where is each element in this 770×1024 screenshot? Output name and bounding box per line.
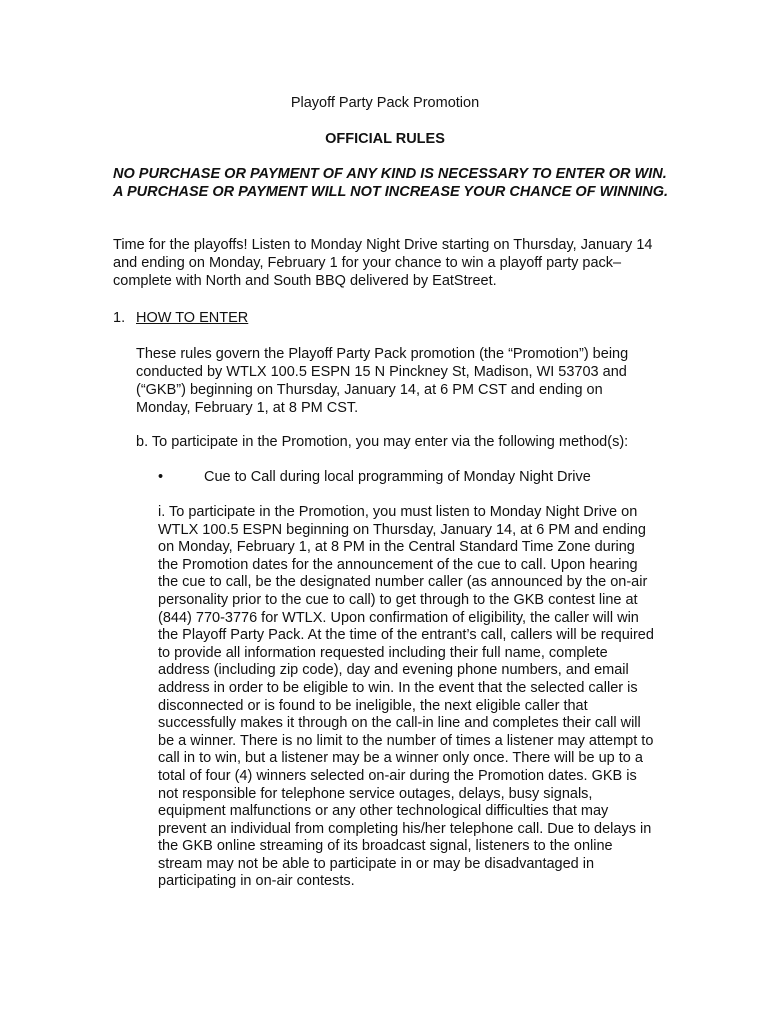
bullet-icon: • <box>158 469 164 485</box>
cue-to-call-details-paragraph: i. To participate in the Promotion, you must listen to Monday Night Drive on WTLX 100.5 ESPN beginning on Thursday, January 14, at 6 PM and ending on Monday, February 1, at 8 PM in the Central Standard Time Zone during the Promotion dates for the announcement of the cue to call. Upon hearing the cue to call, be the designated number caller (as announced by the on-air personality prior to the cue to call) to get through to the GKB contest line at (844) 770-3776 for WTLX. Upon confirmation of eligibility, the caller will win the Playoff Party Pack. At the time of the entrant’s call, callers will be required to provide all information requested including their full name, complete address (including zip code), day and evening phone numbers, and email address in order to be eligible to win. In the event that the selected caller is disconnected or is found to be ineligible, the next eligible caller that successfully makes it through on the call-in line and completes their call will be a winner. There is no limit to the number of times a listener may attempt to call in to win, but a listener may be a winner only once. There will be up to a total of four (4) winners selected on-air during the Promotion dates. GKB is not responsible for telephone service outages, delays, busy signals, equipment malfunctions or any other technological difficulties that may prevent an individual from completing his/her telephone call. Due to delays in the GKB online streaming of its broadcast signal, listeners to the online stream may not be able to participate in or may be disadvantaged in participating in on-air contests. <box>158 504 654 890</box>
section-heading-label: HOW TO ENTER <box>136 310 249 326</box>
participation-methods-paragraph: b. To participate in the Promotion, you may enter via the following method(s): <box>136 434 629 450</box>
rules-govern-paragraph: These rules govern the Playoff Party Pack promotion (the “Promotion”) being conducted by WTLX 100.5 ESPN 15 N Pinckney St, Madison, WI 53703 and (“GKB”) beginning on Thursday, January 14, at 6 PM CST and ending on Monday, February 1, at 8 PM CST. <box>136 346 629 416</box>
section-how-to-enter-heading <box>113 309 248 327</box>
entry-method-text: Cue to Call during local programming of Monday Night Drive <box>204 469 591 485</box>
no-purchase-disclaimer: NO PURCHASE OR PAYMENT OF ANY KIND IS NECESSARY TO ENTER OR WIN. A PURCHASE OR PAYMENT WILL NOT INCREASE YOUR CHANCE OF WINNING. <box>113 166 669 200</box>
intro-paragraph: Time for the playoffs! Listen to Monday Night Drive starting on Thursday, January 14 and ending on Monday, February 1 for your chance to win a playoff party pack– complete with North and South BBQ delivered by EatStreet. <box>113 237 653 289</box>
entry-method-bullet <box>158 468 591 486</box>
section-number: 1. <box>113 310 126 326</box>
document-title: Playoff Party Pack Promotion <box>290 95 480 111</box>
official-rules-heading: OFFICIAL RULES <box>325 131 445 147</box>
